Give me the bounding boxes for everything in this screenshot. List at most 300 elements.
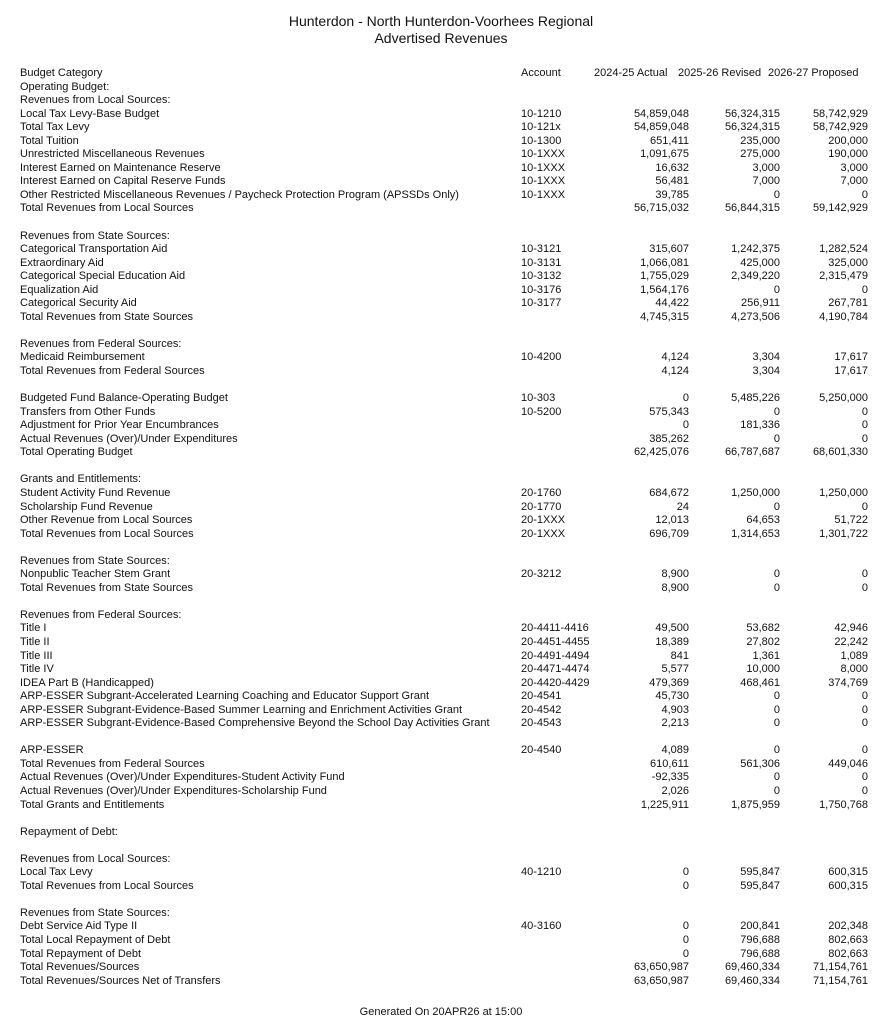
row-account: 10-1XXX xyxy=(521,188,566,201)
row-label: Revenues from Local Sources: xyxy=(20,852,171,865)
row-revised: 5,485,226 xyxy=(731,392,780,405)
row-label: Unrestricted Miscellaneous Revenues xyxy=(20,148,205,161)
row-label: Total Revenues/Sources Net of Transfers xyxy=(20,974,221,987)
row-revised: 0 xyxy=(773,581,780,594)
row-account: 10-5200 xyxy=(521,405,562,418)
row-actual: 0 xyxy=(682,419,689,432)
row-label: Budgeted Fund Balance-Operating Budget xyxy=(20,392,228,405)
row-spacer xyxy=(20,216,868,230)
table-row xyxy=(20,189,868,203)
table-row xyxy=(20,202,868,216)
row-label: Total Grants and Entitlements xyxy=(20,798,165,811)
row-account: 10-1300 xyxy=(521,134,562,147)
table-row xyxy=(20,717,868,744)
section-heading xyxy=(20,338,868,352)
row-revised: 200,841 xyxy=(740,920,780,933)
row-actual: 18,389 xyxy=(655,635,689,648)
row-label: Actual Revenues (Over)/Under Expenditures xyxy=(20,432,238,445)
row-label: Interest Earned on Capital Reserve Funds xyxy=(20,175,226,188)
row-label: Total Revenues from State Sources xyxy=(20,581,194,594)
row-account: 20-1760 xyxy=(521,486,562,499)
row-revised: 3,304 xyxy=(752,365,780,378)
row-actual: 4,903 xyxy=(661,703,689,716)
table-row xyxy=(20,636,868,650)
header-proposed: 2026-27 Proposed xyxy=(768,67,859,79)
row-label: Revenues from Federal Sources: xyxy=(20,337,182,350)
row-label: Total Revenues from Local Sources xyxy=(20,879,194,892)
row-revised: 0 xyxy=(773,744,780,757)
table-row xyxy=(20,866,868,880)
row-revised: 69,460,334 xyxy=(724,974,780,987)
row-account: 10-1XXX xyxy=(521,148,566,161)
row-revised: 561,306 xyxy=(740,757,780,770)
row-actual: 1,564,176 xyxy=(640,283,689,296)
row-actual: 0 xyxy=(682,392,689,405)
row-account: 10-303 xyxy=(521,392,556,405)
row-actual: 0 xyxy=(682,879,689,892)
row-revised: 275,000 xyxy=(740,148,780,161)
row-proposed: 1,250,000 xyxy=(819,486,868,499)
table-row xyxy=(20,568,868,582)
row-proposed: 0 xyxy=(861,283,868,296)
header-budget-category: Budget Category xyxy=(20,67,103,79)
row-account: 10-3121 xyxy=(521,243,562,256)
row-label: Medicaid Reimbursement xyxy=(20,351,145,364)
row-actual: 54,859,048 xyxy=(633,107,689,120)
row-account: 10-1XXX xyxy=(521,175,566,188)
row-account: 20-1XXX xyxy=(521,514,566,527)
table-row xyxy=(20,582,868,596)
section-heading xyxy=(20,94,868,108)
row-revised: 0 xyxy=(773,188,780,201)
table-row xyxy=(20,934,868,948)
row-label: Nonpublic Teacher Stem Grant xyxy=(20,568,171,581)
row-label: Total Repayment of Debt xyxy=(20,947,142,960)
row-label: Extraordinary Aid xyxy=(20,256,104,269)
row-actual: 385,262 xyxy=(649,432,689,445)
row-label: Total Operating Budget xyxy=(20,446,133,459)
table-row xyxy=(20,148,868,162)
row-account: 20-1770 xyxy=(521,500,562,513)
table-body xyxy=(20,81,868,989)
row-revised: 468,461 xyxy=(740,676,780,689)
row-actual: 44,422 xyxy=(655,297,689,310)
section-heading xyxy=(20,555,868,569)
row-revised: 1,314,653 xyxy=(731,527,780,540)
row-proposed: 17,617 xyxy=(834,365,868,378)
row-label: Title IV xyxy=(20,663,54,676)
row-actual: 56,715,032 xyxy=(633,202,689,215)
row-proposed: 600,315 xyxy=(828,879,868,892)
row-account: 20-4491-4494 xyxy=(521,649,590,662)
table-row xyxy=(20,690,868,704)
row-account: 10-121x xyxy=(521,121,561,134)
row-proposed: 68,601,330 xyxy=(812,446,868,459)
row-label: Repayment of Debt: xyxy=(20,825,118,838)
table-row xyxy=(20,501,868,515)
row-actual: 1,755,029 xyxy=(640,270,689,283)
table-row xyxy=(20,920,868,934)
row-spacer xyxy=(20,379,868,393)
row-actual: 684,672 xyxy=(649,486,689,499)
row-label: Grants and Entitlements: xyxy=(20,473,142,486)
row-proposed: 0 xyxy=(861,581,868,594)
row-actual: 696,709 xyxy=(649,527,689,540)
table-row xyxy=(20,270,868,284)
table-row xyxy=(20,108,868,122)
table-row xyxy=(20,257,868,271)
row-proposed: 59,142,929 xyxy=(812,202,868,215)
row-revised: 3,304 xyxy=(752,351,780,364)
row-proposed: 0 xyxy=(861,405,868,418)
table-row xyxy=(20,487,868,501)
row-proposed: 0 xyxy=(861,717,868,730)
row-actual: 1,091,675 xyxy=(640,148,689,161)
row-account: 10-3131 xyxy=(521,256,562,269)
row-account: 10-1210 xyxy=(521,107,562,120)
row-proposed: 802,663 xyxy=(828,934,868,946)
row-actual: 54,859,048 xyxy=(633,121,689,134)
table-row xyxy=(20,704,868,718)
row-actual: 4,089 xyxy=(661,744,689,757)
row-actual: 63,650,987 xyxy=(633,961,689,974)
row-revised: 796,688 xyxy=(740,934,780,946)
row-proposed: 0 xyxy=(861,419,868,432)
row-revised: 56,844,315 xyxy=(724,202,780,215)
row-account: 20-1XXX xyxy=(521,527,566,540)
row-proposed: 0 xyxy=(861,690,868,703)
table-row xyxy=(20,663,868,677)
row-revised: 1,242,375 xyxy=(731,243,780,256)
row-actual: 1,066,081 xyxy=(640,256,689,269)
table-row xyxy=(20,880,868,894)
row-label: Debt Service Aid Type II xyxy=(20,920,138,933)
section-heading xyxy=(20,907,868,921)
table-row xyxy=(20,528,868,542)
row-actual: 4,124 xyxy=(661,351,689,364)
row-revised: 0 xyxy=(773,432,780,445)
row-revised: 0 xyxy=(773,784,780,797)
report-subtitle: Advertised Revenues xyxy=(374,30,508,46)
row-revised: 27,802 xyxy=(746,635,780,648)
table-row xyxy=(20,392,868,406)
row-actual: 5,577 xyxy=(661,663,689,676)
row-actual: 24 xyxy=(676,500,689,513)
row-revised: 10,000 xyxy=(746,663,780,676)
row-label: Total Revenues from Local Sources xyxy=(20,527,194,540)
row-account: 10-3176 xyxy=(521,283,562,296)
row-actual: 2,026 xyxy=(661,784,689,797)
row-revised: 56,324,315 xyxy=(724,107,780,120)
row-label: Categorical Transportation Aid xyxy=(20,243,168,256)
row-account: 20-4420-4429 xyxy=(521,676,590,689)
row-proposed: 22,242 xyxy=(834,635,868,648)
row-label: Operating Budget: xyxy=(20,80,110,93)
row-proposed: 42,946 xyxy=(834,622,868,635)
row-spacer xyxy=(20,595,868,609)
row-revised: 0 xyxy=(773,283,780,296)
header-actual: 2024-25 Actual xyxy=(594,67,668,79)
row-label: Total Revenues from Federal Sources xyxy=(20,757,205,770)
row-label: Revenues from Federal Sources: xyxy=(20,608,182,621)
row-account: 20-4542 xyxy=(521,703,562,716)
section-heading xyxy=(20,230,868,244)
row-proposed: 802,663 xyxy=(828,947,868,960)
row-proposed: 374,769 xyxy=(828,676,868,689)
row-revised: 2,349,220 xyxy=(731,270,780,283)
row-account: 40-3160 xyxy=(521,920,562,933)
row-account: 10-3177 xyxy=(521,297,562,310)
row-revised: 69,460,334 xyxy=(724,961,780,974)
table-row xyxy=(20,650,868,664)
table-row xyxy=(20,771,868,785)
table-row xyxy=(20,419,868,433)
row-actual: 56,481 xyxy=(655,175,689,188)
row-spacer xyxy=(20,893,868,907)
row-label: Scholarship Fund Revenue xyxy=(20,500,153,513)
row-spacer xyxy=(20,812,868,826)
section-heading xyxy=(20,81,868,95)
table-row xyxy=(20,311,868,325)
section-heading xyxy=(20,609,868,623)
row-account: 10-1XXX xyxy=(521,161,566,174)
row-spacer xyxy=(20,839,868,853)
row-label: Transfers from Other Funds xyxy=(20,405,156,418)
row-proposed: 449,046 xyxy=(828,757,868,770)
row-label: Total Revenues from Federal Sources xyxy=(20,365,205,378)
row-label: Other Restricted Miscellaneous Revenues / Paycheck Protection Program (APSSDs Only) xyxy=(20,188,459,201)
table-header xyxy=(20,67,868,81)
row-proposed: 58,742,929 xyxy=(812,121,868,134)
row-proposed: 0 xyxy=(861,703,868,716)
row-actual: 4,745,315 xyxy=(640,310,689,323)
row-label: Student Activity Fund Revenue xyxy=(20,486,171,499)
row-label: Interest Earned on Maintenance Reserve xyxy=(20,161,221,174)
table-row xyxy=(20,961,868,975)
row-revised: 0 xyxy=(773,405,780,418)
row-revised: 0 xyxy=(773,568,780,581)
row-proposed: 0 xyxy=(861,744,868,757)
row-label: Revenues from Local Sources: xyxy=(20,94,171,107)
row-proposed: 0 xyxy=(861,771,868,784)
row-proposed: 7,000 xyxy=(840,175,868,188)
row-label: Total Revenues/Sources xyxy=(20,961,140,974)
row-label: Title I xyxy=(20,622,47,635)
row-label: Total Local Repayment of Debt xyxy=(20,934,171,946)
row-actual: 16,632 xyxy=(655,161,689,174)
row-account: 10-3132 xyxy=(521,270,562,283)
row-proposed: 190,000 xyxy=(828,148,868,161)
table-row xyxy=(20,175,868,189)
row-actual: 841 xyxy=(670,649,689,662)
row-revised: 0 xyxy=(773,717,780,730)
table-row xyxy=(20,799,868,813)
row-revised: 425,000 xyxy=(740,256,780,269)
table-row xyxy=(20,243,868,257)
row-account: 10-4200 xyxy=(521,351,562,364)
section-heading xyxy=(20,853,868,867)
row-proposed: 1,282,524 xyxy=(819,243,868,256)
row-revised: 4,273,506 xyxy=(731,310,780,323)
table-row xyxy=(20,744,868,758)
row-proposed: 202,348 xyxy=(828,920,868,933)
table-row xyxy=(20,785,868,799)
row-actual: 0 xyxy=(682,934,689,946)
generated-timestamp: Generated On 20APR26 at 15:00 xyxy=(359,1006,523,1018)
row-revised: 56,324,315 xyxy=(724,121,780,134)
row-spacer xyxy=(20,460,868,474)
row-actual: 45,730 xyxy=(655,690,689,703)
row-proposed: 0 xyxy=(861,568,868,581)
row-revised: 0 xyxy=(773,500,780,513)
row-label: Local Tax Levy xyxy=(20,866,93,879)
row-spacer xyxy=(20,541,868,555)
row-label: Actual Revenues (Over)/Under Expenditures-Student Activity Fund xyxy=(20,771,345,784)
row-actual: 479,369 xyxy=(649,676,689,689)
row-proposed: 8,000 xyxy=(840,663,868,676)
row-actual: 0 xyxy=(682,866,689,879)
row-actual: 610,611 xyxy=(650,757,689,770)
table-row xyxy=(20,135,868,149)
row-actual: 0 xyxy=(682,947,689,960)
row-revised: 64,653 xyxy=(746,514,780,527)
row-revised: 3,000 xyxy=(752,161,780,174)
row-label: Title II xyxy=(20,635,50,648)
table-row xyxy=(20,948,868,962)
row-revised: 1,875,959 xyxy=(731,798,780,811)
row-label: Revenues from State Sources: xyxy=(20,229,170,242)
row-label: Total Tax Levy xyxy=(20,121,90,134)
row-actual: 12,013 xyxy=(655,514,689,527)
row-actual: 315,607 xyxy=(649,243,689,256)
row-proposed: 1,089 xyxy=(840,649,868,662)
revenue-table xyxy=(20,67,868,988)
table-row xyxy=(20,514,868,528)
row-label: Actual Revenues (Over)/Under Expenditures-Scholarship Fund xyxy=(20,784,327,797)
row-account: 20-4451-4455 xyxy=(521,635,590,648)
row-actual: 49,500 xyxy=(655,622,689,635)
row-label: ARP-ESSER Subgrant-Evidence-Based Summer Learning and Enrichment Activities Grant xyxy=(20,703,463,716)
row-label: Categorical Security Aid xyxy=(20,297,137,310)
section-heading xyxy=(20,473,868,487)
row-proposed: 3,000 xyxy=(840,161,868,174)
table-row xyxy=(20,297,868,311)
section-heading xyxy=(20,826,868,840)
row-revised: 595,847 xyxy=(740,879,780,892)
row-revised: 235,000 xyxy=(740,134,780,147)
row-account: 20-3212 xyxy=(521,568,562,581)
row-revised: 0 xyxy=(773,771,780,784)
table-row xyxy=(20,446,868,460)
row-proposed: 325,000 xyxy=(828,256,868,269)
row-actual: 62,425,076 xyxy=(633,446,689,459)
row-proposed: 200,000 xyxy=(828,134,868,147)
row-label: Revenues from State Sources: xyxy=(20,906,170,919)
table-row xyxy=(20,622,868,636)
row-label: Adjustment for Prior Year Encumbrances xyxy=(20,419,219,432)
row-label: ARP-ESSER xyxy=(20,744,84,757)
table-row xyxy=(20,433,868,447)
row-account: 20-4411-4416 xyxy=(521,622,589,635)
header-revised: 2025-26 Revised xyxy=(678,67,762,79)
row-proposed: 17,617 xyxy=(834,351,868,364)
row-revised: 53,682 xyxy=(746,622,780,635)
row-actual: 575,343 xyxy=(649,405,689,418)
row-proposed: 51,722 xyxy=(834,514,868,527)
row-proposed: 0 xyxy=(861,500,868,513)
row-proposed: 2,315,479 xyxy=(819,270,868,283)
row-revised: 595,847 xyxy=(740,866,780,879)
row-actual: -92,335 xyxy=(651,771,689,784)
row-proposed: 0 xyxy=(861,784,868,797)
row-proposed: 0 xyxy=(861,432,868,445)
table-row xyxy=(20,677,868,691)
table-row xyxy=(20,162,868,176)
row-revised: 0 xyxy=(773,690,780,703)
row-revised: 0 xyxy=(773,703,780,716)
row-proposed: 1,301,722 xyxy=(819,527,868,540)
table-row xyxy=(20,351,868,365)
row-proposed: 267,781 xyxy=(828,297,868,310)
row-proposed: 71,154,761 xyxy=(812,974,868,987)
table-row xyxy=(20,284,868,298)
row-account: 20-4543 xyxy=(521,717,562,730)
row-revised: 1,361 xyxy=(752,649,780,662)
row-label: Equalization Aid xyxy=(20,283,99,296)
row-proposed: 71,154,761 xyxy=(812,961,868,974)
row-account: 20-4471-4474 xyxy=(521,663,590,676)
row-proposed: 5,250,000 xyxy=(819,392,868,405)
table-row xyxy=(20,121,868,135)
row-proposed: 1,750,768 xyxy=(819,798,868,811)
table-row xyxy=(20,758,868,772)
row-proposed: 0 xyxy=(861,188,868,201)
row-label: Revenues from State Sources: xyxy=(20,554,170,567)
table-row xyxy=(20,975,868,989)
row-actual: 39,785 xyxy=(655,188,689,201)
row-spacer xyxy=(20,324,868,338)
row-proposed: 4,190,784 xyxy=(819,310,868,323)
row-revised: 1,250,000 xyxy=(731,486,780,499)
row-label: Categorical Special Education Aid xyxy=(20,270,186,283)
row-actual: 1,225,911 xyxy=(640,798,689,811)
row-account: 40-1210 xyxy=(521,866,562,879)
row-label: Title III xyxy=(20,649,53,662)
row-account: 20-4540 xyxy=(521,744,562,757)
row-label: Local Tax Levy-Base Budget xyxy=(20,107,160,120)
row-revised: 7,000 xyxy=(752,175,780,188)
table-row xyxy=(20,406,868,420)
row-label: Total Revenues from Local Sources xyxy=(20,202,194,215)
row-label: Total Revenues from State Sources xyxy=(20,310,194,323)
row-revised: 256,911 xyxy=(741,297,780,310)
row-actual: 651,411 xyxy=(650,134,689,147)
row-actual: 2,213 xyxy=(661,717,689,730)
row-proposed: 600,315 xyxy=(828,866,868,879)
row-actual: 0 xyxy=(682,920,689,933)
report-title: Hunterdon - North Hunterdon-Voorhees Regional xyxy=(288,13,594,29)
row-actual: 63,650,987 xyxy=(633,974,689,987)
row-label: ARP-ESSER Subgrant-Accelerated Learning Coaching and Educator Support Grant xyxy=(20,690,430,703)
row-revised: 66,787,687 xyxy=(724,446,780,459)
row-account: 20-4541 xyxy=(521,690,562,703)
row-actual: 8,900 xyxy=(661,568,689,581)
row-actual: 4,124 xyxy=(661,365,689,378)
row-label: ARP-ESSER Subgrant-Evidence-Based Comprehensive Beyond the School Day Activities Grant xyxy=(20,717,490,730)
row-label: Other Revenue from Local Sources xyxy=(20,514,193,527)
row-revised: 796,688 xyxy=(740,947,780,960)
table-row xyxy=(20,365,868,379)
